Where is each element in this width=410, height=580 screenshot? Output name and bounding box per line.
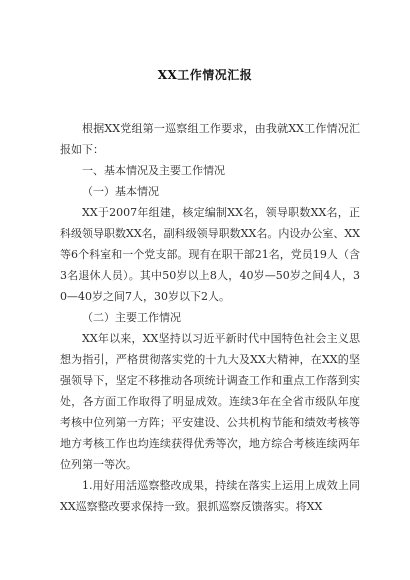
work-summary-paragraph: XX年以来，XX坚持以习近平新时代中国特色社会主义思想为指引，严格贯彻落实党的十九大及XX大精神，在XX的坚强领导下，坚定不移推动各项统计调查工作和重点工作落到实处，各方面工作取得了明显成效。连续3年在全省市级队年度考核中位列第一方阵；平安建设、公共机构节能和绩效考核等地方考核工作也均连续获得优秀等次，地方综合考核连续两年位列第一等次。 xyxy=(60,332,360,471)
item-1-paragraph: 1.用好用活巡察整改成果，持续在落实上运用上成效上同XX巡察整改要求保持一致。狠抓巡察反馈落实。将XX xyxy=(60,479,360,513)
subsection-heading-basic: （一）基本情况 xyxy=(82,185,159,198)
basic-info-paragraph: XX于2007年组建，核定编制XX名，领导职数XX名，正科级领导职数XX名，副科级领导职数XX名。内设办公室、XX等6个科室和一个党支部。现有在职干部21名，党员19人（含3名退休人员）。其中50岁以上8人，40岁—50岁之间4人，30—40岁之间7人，30岁以下2人。 xyxy=(60,206,360,303)
document-title: XX工作情况汇报 xyxy=(157,68,253,82)
subsection-heading-work: （二）主要工作情况 xyxy=(82,311,181,324)
section-heading-1: 一、基本情况及主要工作情况 xyxy=(82,164,225,177)
document-body xyxy=(60,118,360,517)
intro-paragraph: 根据XX党组第一巡察组工作要求，由我就XX工作情况汇报如下： xyxy=(60,122,360,156)
